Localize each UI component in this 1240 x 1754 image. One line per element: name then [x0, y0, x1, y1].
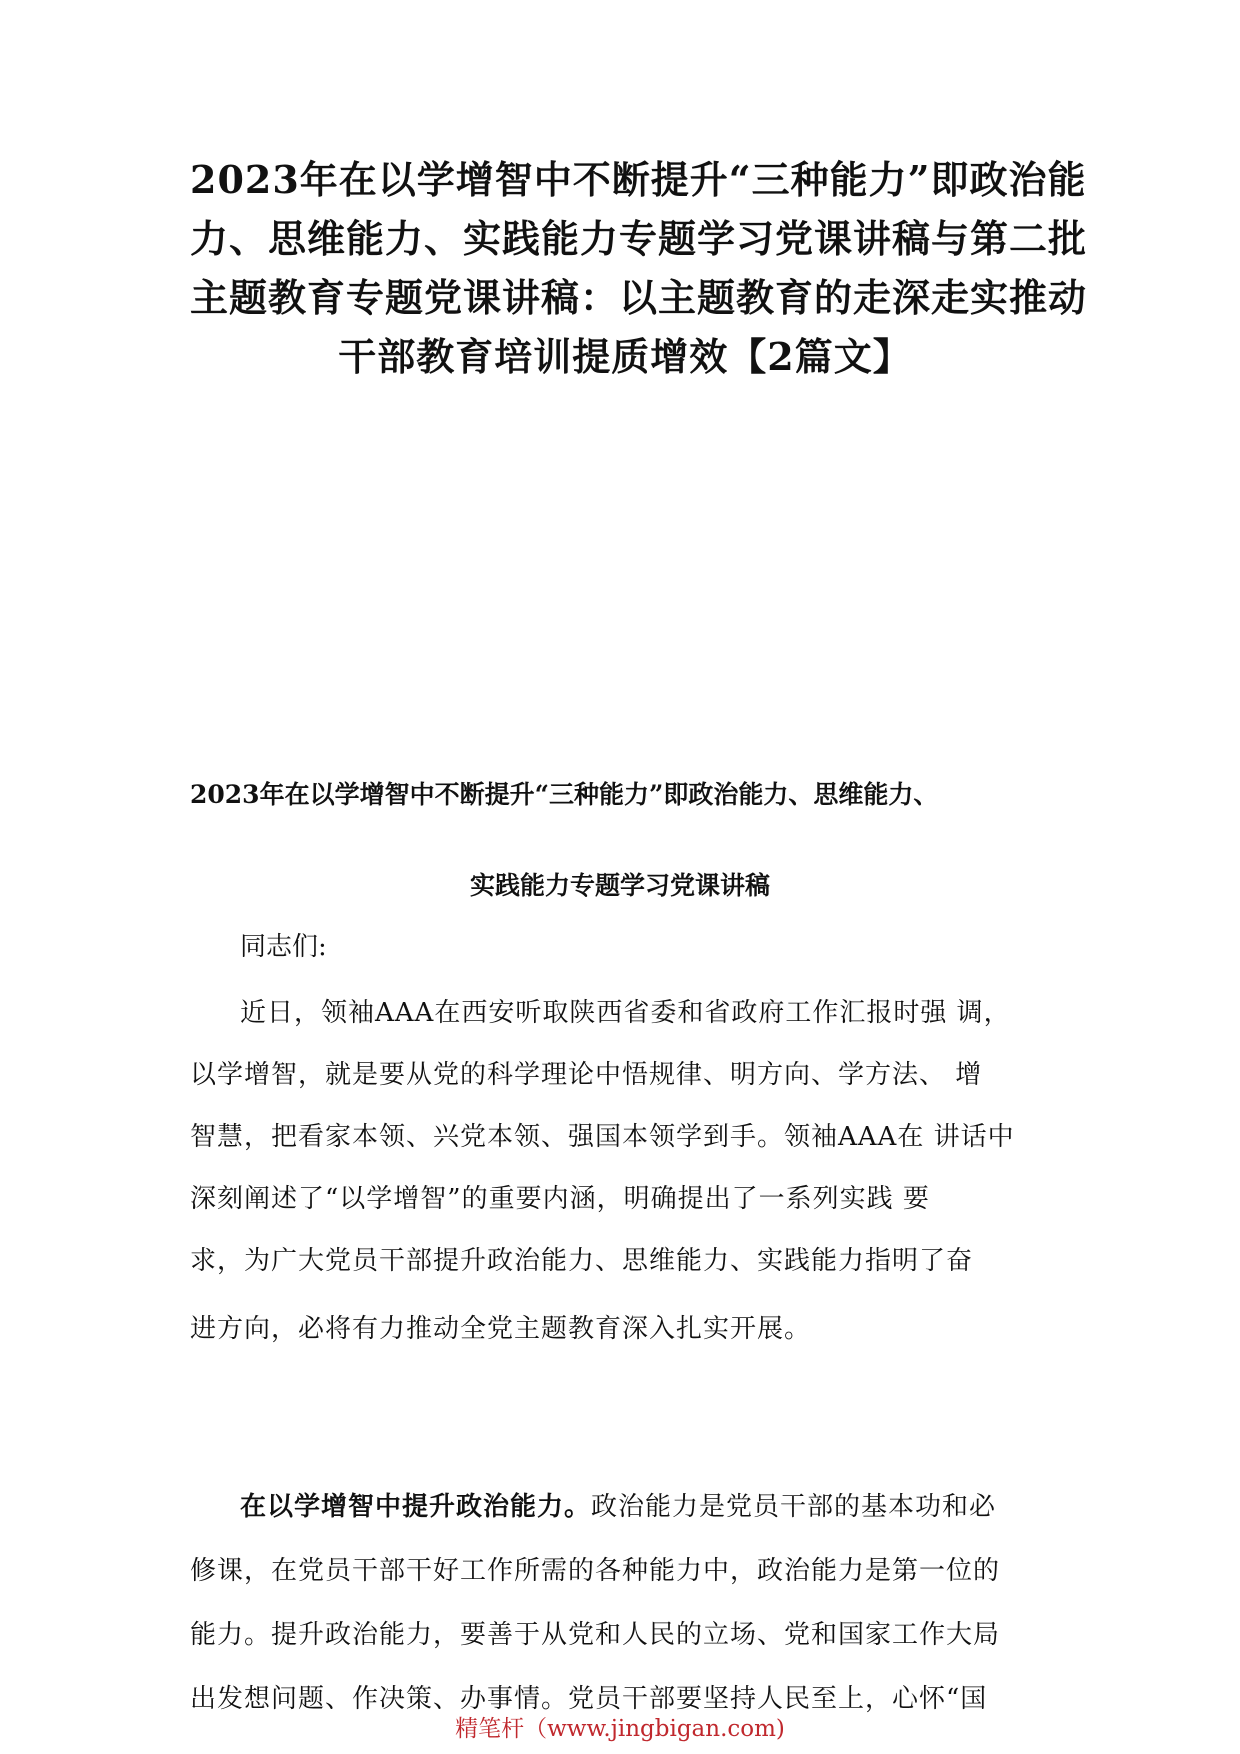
paragraph-2-first-line	[190, 1475, 1070, 1539]
section-heading-line-2: 实践能力专题学习党课讲稿	[469, 871, 770, 900]
title-line-4: 干部教育培训提质增效【2篇文】	[338, 334, 912, 379]
paragraph-2-line: 修课，在党员干部干好工作所需的各种能力中，政治能力是第一位的	[190, 1556, 1001, 1586]
paragraph-1-line: 近日，领袖AAA在西安听取陕西省委和省政府工作汇报时强 调，	[240, 998, 1011, 1028]
greeting: 同志们:	[240, 932, 327, 962]
paragraph-2-line: 出发想问题、作决策、办事情。党员干部要坚持人民至上，心怀“国	[190, 1684, 988, 1714]
paragraph-2-line: 能力。提升政治能力，要善于从党和人民的立场、党和国家工作大局	[190, 1620, 1001, 1650]
document-title	[190, 150, 1088, 386]
paragraph-1-line: 进方向，必将有力推动全党主题教育深入扎实开展。	[190, 1314, 812, 1344]
paragraph-1	[190, 982, 1070, 1360]
paragraph-1-line: 求，为广大党员干部提升政治能力、思维能力、实践能力指明了奋	[190, 1246, 974, 1276]
footer-watermark: 精笔杆（www.jingbigan.com)	[455, 1716, 785, 1742]
paragraph-2-first-line-rest: 政治能力是党员干部的基本功和必	[591, 1492, 997, 1522]
paragraph-1-line: 智慧，把看家本领、兴党本领、强国本领学到手。领袖AAA在 讲话中	[190, 1122, 1015, 1152]
title-line-1: 2023年在以学增智中不断提升“三种能力”即政治能	[190, 157, 1087, 202]
paragraph-2	[190, 1475, 1070, 1731]
paragraph-2-bold-lead: 在以学增智中提升政治能力。	[240, 1492, 592, 1522]
paragraph-1-line: 以学增智，就是要从党的科学理论中悟规律、明方向、学方法、 增	[190, 1060, 983, 1090]
title-line-2: 力、思维能力、实践能力专题学习党课讲稿与第二批	[190, 216, 1088, 261]
title-line-3: 主题教育专题党课讲稿：以主题教育的走深走实推动	[190, 275, 1088, 320]
section-heading-line-1: 2023年在以学增智中不断提升“三种能力”即政治能力、思维能力、	[190, 780, 939, 809]
paragraph-1-line: 深刻阐述了“以学增智”的重要内涵，明确提出了一系列实践 要	[190, 1184, 930, 1214]
